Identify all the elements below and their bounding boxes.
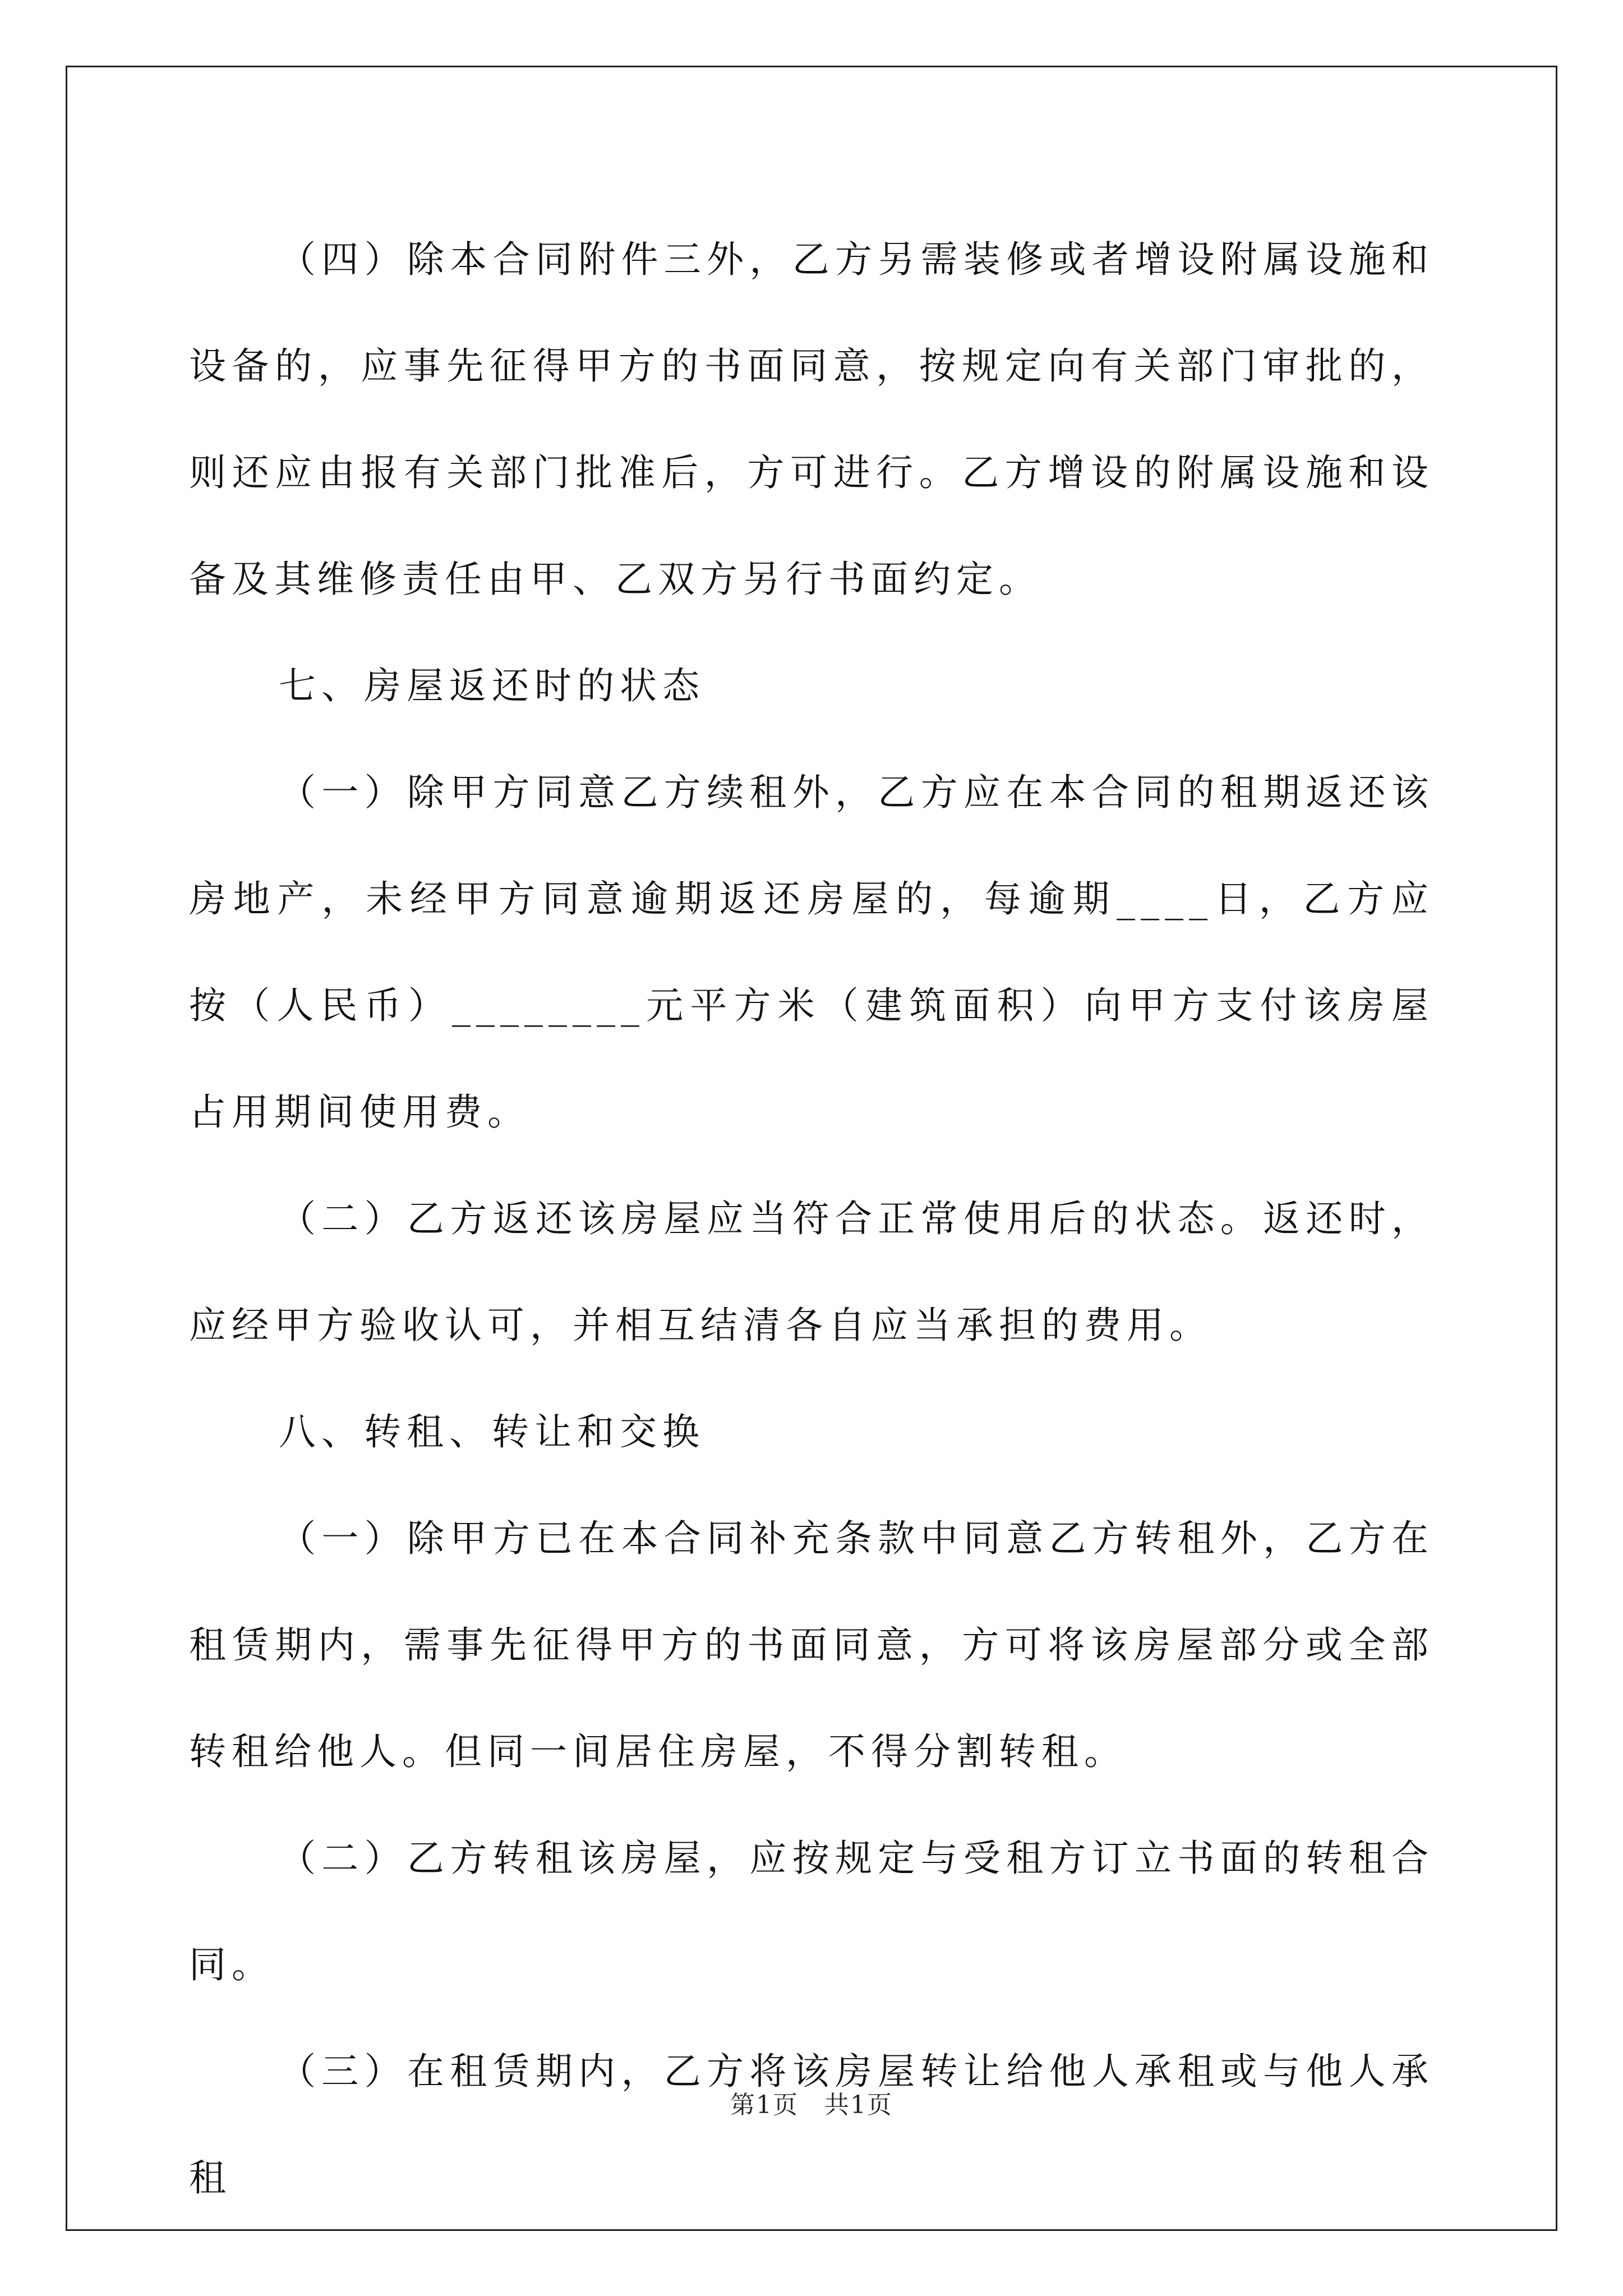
- paragraph-return-clause-2: （二）乙方返还该房屋应当符合正常使用后的状态。返还时，应经甲方验收认可，并相互结清各自应当承担的费用。: [189, 1197, 1434, 1347]
- page-number: 第1页 共1页: [730, 2091, 893, 2119]
- section-heading-return-state: 七、房屋返还时的状态: [279, 664, 705, 707]
- paragraph-sublease-clause-3: （三）在租赁期内，乙方将该房屋转让给他人承租或与他人承租: [189, 2050, 1434, 2200]
- document-body: [189, 206, 1434, 2231]
- paragraph-decoration-clause: （四）除本合同附件三外，乙方另需装修或者增设附属设施和设备的，应事先征得甲方的书面同意，按规定向有关部门审批的，则还应由报有关部门批准后，方可进行。乙方增设的附属设施和设备及其维修责任由甲、乙双方另行书面约定。: [189, 238, 1434, 601]
- section-heading-sublease: 八、转租、转让和交换: [279, 1410, 705, 1453]
- paragraph-sublease-clause-2: （二）乙方转租该房屋，应按规定与受租方订立书面的转租合同。: [189, 1837, 1434, 1986]
- paragraph-sublease-clause-1: （一）除甲方已在本合同补充条款中同意乙方转租外，乙方在租赁期内，需事先征得甲方的书面同意，方可将该房屋部分或全部转租给他人。但同一间居住房屋，不得分割转租。: [189, 1517, 1434, 1773]
- paragraph-return-clause-1: （一）除甲方同意乙方续租外，乙方应在本合同的租期返还该房地产，未经甲方同意逾期返还房屋的，每逾期____日，乙方应按（人民币）________元平方米（建筑面积）向甲方支付该房屋占用期间使用费。: [189, 771, 1434, 1134]
